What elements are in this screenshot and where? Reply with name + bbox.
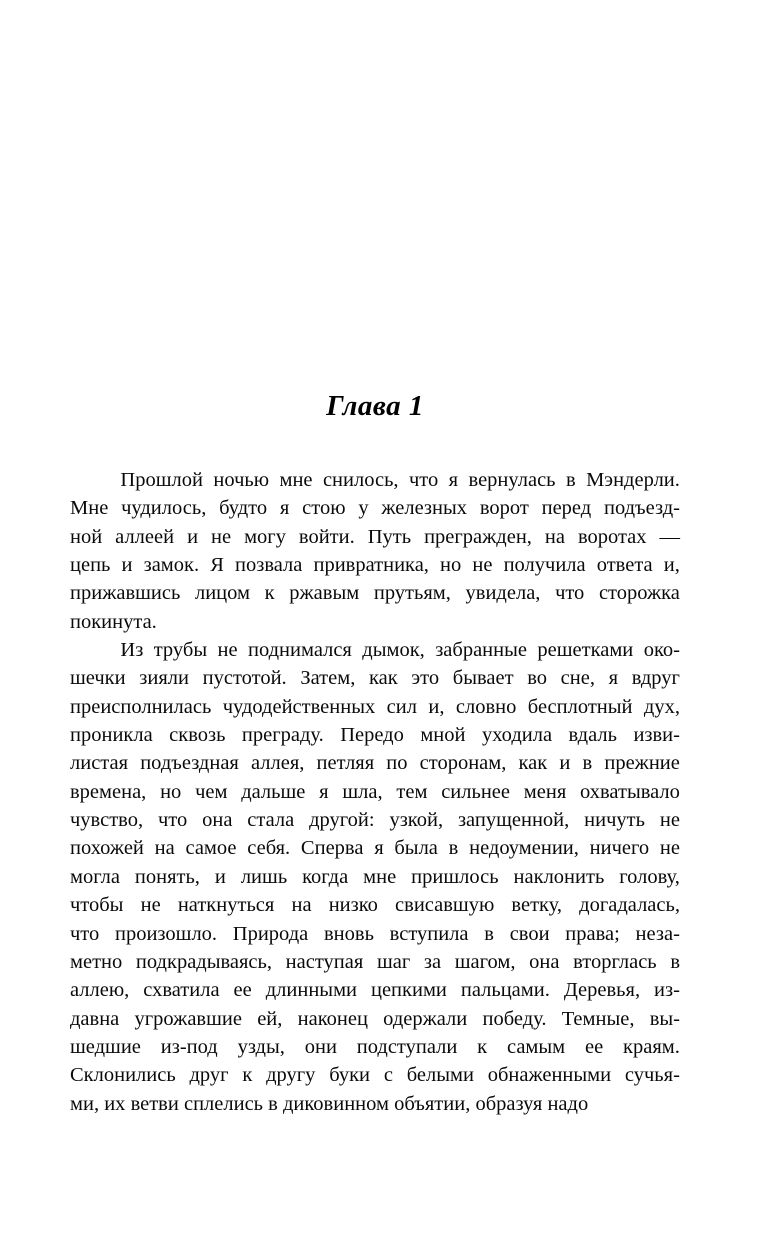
word: трубы [153, 639, 208, 662]
word: вдаль [568, 724, 617, 747]
text-line [70, 920, 680, 948]
text-line [70, 778, 680, 806]
word: голову, [619, 865, 680, 888]
text-line [70, 551, 680, 579]
word: сторожка [598, 582, 680, 605]
word: ми, [70, 1092, 105, 1115]
first-line-indent [70, 636, 110, 664]
word: проникла [70, 724, 153, 747]
word: и, [663, 554, 680, 577]
word: Из [120, 639, 144, 662]
word: Затем, [300, 667, 356, 690]
word: дух, [643, 695, 680, 718]
word: сучья- [624, 1064, 680, 1087]
word: белыми [406, 1064, 474, 1087]
word: листая [70, 752, 129, 775]
word: пальцами. [460, 979, 550, 1002]
paragraph-2 [70, 636, 680, 1118]
word: она [529, 950, 560, 973]
word: другой: [309, 809, 375, 832]
word: образуя [475, 1092, 548, 1115]
word: победу. [482, 1007, 547, 1030]
word: решетками [537, 639, 634, 662]
word: воротах [577, 525, 647, 548]
word: не [472, 554, 493, 577]
word: и, [428, 695, 445, 718]
word: из-под [160, 1035, 218, 1058]
word: цепкими [370, 979, 447, 1002]
word: на [544, 525, 565, 548]
word: как [518, 752, 548, 775]
word: чем [195, 780, 228, 803]
word: времена, [70, 780, 147, 803]
word: покинута. [70, 610, 157, 633]
word: сторонам, [419, 752, 507, 775]
word: око- [643, 639, 680, 662]
word: ворот [479, 497, 529, 520]
word: Темные, [561, 1007, 635, 1030]
word: к [477, 1035, 488, 1058]
word: изви- [633, 724, 680, 747]
word: на [154, 837, 175, 860]
word: я [319, 780, 329, 803]
word: Мне [70, 497, 109, 520]
word: уходила [481, 724, 553, 747]
word: она [202, 809, 233, 832]
word: вступила [389, 922, 469, 945]
word: за [423, 950, 442, 973]
word: прегражден, [424, 525, 532, 548]
word: с [383, 1064, 393, 1087]
word: сильнее [441, 780, 511, 803]
word: узды, [237, 1035, 285, 1058]
word: метно [70, 950, 123, 973]
word: подъезд- [604, 497, 680, 520]
word: угрожавшие [134, 1007, 242, 1030]
word: привратника, [313, 554, 429, 577]
word: преисполнилась [70, 695, 212, 718]
word: в [484, 922, 494, 945]
word: надо [547, 1092, 589, 1115]
word: аллея, [251, 752, 305, 775]
word: когда [302, 865, 349, 888]
word: ее [585, 1035, 604, 1058]
text-line [70, 608, 680, 636]
word: не [659, 809, 680, 832]
word: произошло. [114, 922, 218, 945]
word: не [140, 894, 161, 917]
word: у [358, 497, 369, 520]
word: охватывало [580, 780, 680, 803]
word: что [157, 809, 188, 832]
word: и [121, 554, 133, 577]
word: и [187, 525, 199, 548]
word: забранные [435, 639, 527, 662]
word: подступали [356, 1035, 458, 1058]
word: по [386, 752, 408, 775]
word: я [374, 837, 384, 860]
word: ее [233, 979, 252, 1002]
word: другу [266, 1064, 316, 1087]
word: давна [70, 1007, 120, 1030]
word: в [448, 837, 459, 860]
word: наконец [297, 1007, 368, 1030]
word: в [565, 469, 576, 491]
word: похожей [70, 837, 144, 860]
word: права; [565, 922, 620, 945]
word: снилось, [322, 469, 399, 491]
word: на [291, 894, 312, 917]
word: подъездная [140, 752, 239, 775]
word: я [448, 469, 459, 491]
word: Путь [367, 525, 412, 548]
word: я [279, 497, 290, 520]
word: аллею, [70, 979, 130, 1002]
word: шечки [70, 667, 126, 690]
word: вдруг [631, 667, 680, 690]
word: свисавшую [395, 894, 495, 917]
word: наткнуться [177, 894, 275, 917]
text-line [70, 863, 680, 891]
word: мне [279, 469, 313, 491]
word: объятии, [394, 1092, 476, 1115]
word: вы- [649, 1007, 680, 1030]
text-line [70, 976, 680, 1004]
word: неза- [635, 922, 680, 945]
word: вернулась [468, 469, 556, 491]
word: чудодейственных [222, 695, 376, 718]
word: ничего [589, 837, 650, 860]
word: ржавым [289, 582, 360, 605]
word: сплелись [183, 1092, 269, 1115]
word: стала [247, 809, 295, 832]
body-text [70, 466, 680, 1118]
word: но [440, 554, 462, 577]
word: сквозь [169, 724, 226, 747]
word: петляя [316, 752, 375, 775]
word: наступая [285, 950, 364, 973]
word: диковинном [282, 1092, 395, 1115]
word: Я [210, 554, 224, 577]
text-line [70, 721, 680, 749]
word: бесплотный [527, 695, 633, 718]
word: недоумении, [469, 837, 579, 860]
word: сне, [560, 667, 595, 690]
word: Природа [232, 922, 309, 945]
word: в [268, 1092, 283, 1115]
word: тем [396, 780, 428, 803]
word: прежние [604, 752, 680, 775]
word: поднимался [247, 639, 352, 662]
text-line [70, 1061, 680, 1089]
word: цепь [70, 554, 111, 577]
text-line [70, 636, 680, 664]
word: как [368, 667, 398, 690]
word: но [160, 780, 182, 803]
word: Деревья, [563, 979, 641, 1002]
word: дальше [241, 780, 306, 803]
word: пришлось [411, 865, 499, 888]
word: буки [329, 1064, 371, 1087]
word: мне [363, 865, 397, 888]
text-line [70, 749, 680, 777]
word: из- [654, 979, 680, 1002]
word: Прошлой [120, 469, 203, 491]
word: прутьям, [373, 582, 451, 605]
paragraph-1 [70, 466, 680, 636]
text-line [70, 948, 680, 976]
word: я [608, 667, 619, 690]
word: узкой, [389, 809, 444, 832]
word: к [242, 1064, 253, 1087]
word: стою [302, 497, 346, 520]
word: ной [70, 525, 103, 548]
word: обнаженными [487, 1064, 612, 1087]
word: шла, [342, 780, 383, 803]
text-line [70, 664, 680, 692]
word: перед [541, 497, 592, 520]
word: свои [509, 922, 550, 945]
word: что [408, 469, 439, 491]
text-line [70, 806, 680, 834]
first-line-indent [70, 466, 110, 494]
word: вновь [323, 922, 374, 945]
word: позвала [235, 554, 303, 577]
word: их [104, 1092, 131, 1115]
word: не [217, 639, 238, 662]
word: и [214, 865, 226, 888]
word: одержали [383, 1007, 468, 1030]
word: лицом [194, 582, 250, 605]
word: могу [244, 525, 286, 548]
word: длинными [265, 979, 358, 1002]
word: ветку, [511, 894, 563, 917]
text-line [70, 1090, 680, 1118]
word: себя. [247, 837, 291, 860]
word: Мэндерли. [586, 469, 680, 491]
text-line [70, 693, 680, 721]
word: запущенной, [457, 809, 570, 832]
word: бывает [452, 667, 514, 690]
word: чудилось, [121, 497, 207, 520]
word: в [670, 950, 680, 973]
text-line [70, 466, 680, 494]
word: краям. [623, 1035, 680, 1058]
word: понять, [134, 865, 200, 888]
chapter-heading: Глава 1 [326, 390, 424, 422]
text-line [70, 579, 680, 607]
word: преграду. [241, 724, 324, 747]
word: получила [503, 554, 586, 577]
word: шагом, [454, 950, 516, 973]
word: ночью [213, 469, 270, 491]
word: была [394, 837, 438, 860]
word: — [659, 525, 680, 548]
word: зияли [139, 667, 189, 690]
word: увидела, [465, 582, 541, 605]
word: чувство, [70, 809, 144, 832]
word: ветви [130, 1092, 184, 1115]
word: догадалась, [579, 894, 680, 917]
word: сил [386, 695, 417, 718]
word: ничуть [584, 809, 645, 832]
word: будто [219, 497, 268, 520]
text-line [70, 523, 680, 551]
word: к [264, 582, 275, 605]
word: шедшие [70, 1035, 141, 1058]
word: чтобы [70, 894, 124, 917]
word: пустотой. [202, 667, 287, 690]
text-line [70, 1033, 680, 1061]
word: что [555, 582, 585, 605]
word: и [559, 752, 571, 775]
text-line [70, 1005, 680, 1033]
word: шаг [376, 950, 411, 973]
word: не [659, 837, 680, 860]
word: что [70, 922, 100, 945]
word: войти. [298, 525, 355, 548]
word: во [527, 667, 547, 690]
word: вторглась [573, 950, 657, 973]
word: дымок, [362, 639, 425, 662]
word: Передо [340, 724, 404, 747]
word: в [582, 752, 593, 775]
word: могла [70, 865, 120, 888]
word: железных [381, 497, 468, 520]
word: они [304, 1035, 337, 1058]
word: меня [523, 780, 567, 803]
word: самым [506, 1035, 566, 1058]
word: это [411, 667, 440, 690]
word: Сперва [300, 837, 364, 860]
text-line [70, 834, 680, 862]
word: Склонились [70, 1064, 176, 1087]
word: замок. [143, 554, 200, 577]
word: ей, [257, 1007, 283, 1030]
word: словно [455, 695, 517, 718]
word: самое [185, 837, 237, 860]
text-line [70, 494, 680, 522]
word: аллеей [115, 525, 175, 548]
word: наклонить [513, 865, 605, 888]
word: лишь [240, 865, 288, 888]
word: ответа [596, 554, 653, 577]
word: мной [420, 724, 466, 747]
word: друг [189, 1064, 229, 1087]
word: низко [328, 894, 378, 917]
word: прижавшись [70, 582, 181, 605]
text-line [70, 891, 680, 919]
word: подкрадываясь, [135, 950, 273, 973]
word: не [211, 525, 232, 548]
word: схватила [143, 979, 220, 1002]
